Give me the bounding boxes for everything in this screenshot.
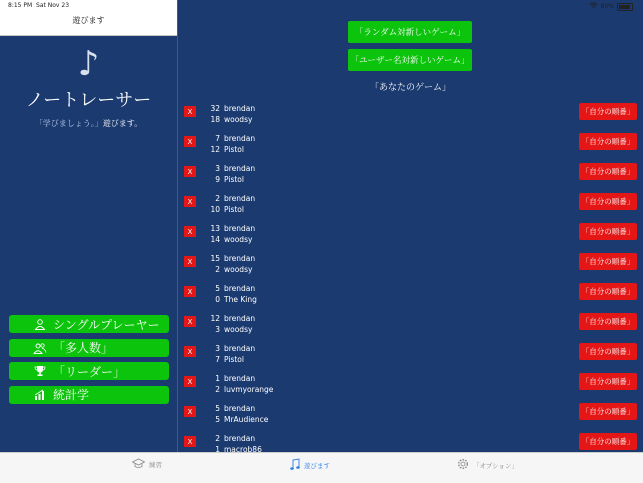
- player2-score: 2: [215, 385, 220, 394]
- player1-score: 12: [210, 314, 220, 323]
- player2-name: woodsy: [224, 235, 253, 244]
- game-row: [178, 283, 643, 313]
- player2-name: MrAudience: [224, 415, 269, 424]
- status-date: Sat Nov 23: [36, 2, 70, 9]
- player1-score: 5: [215, 284, 220, 293]
- main-panel: [178, 0, 643, 452]
- delete-game-button[interactable]: X: [184, 316, 196, 327]
- tab-options-label: 「オプション」: [473, 461, 518, 470]
- player1-score: 5: [215, 404, 220, 413]
- player2-score: 14: [210, 235, 220, 244]
- multiplayer-button[interactable]: [9, 339, 169, 357]
- your-turn-button[interactable]: 「自分の順番」: [579, 253, 637, 270]
- single-player-button[interactable]: [9, 315, 169, 333]
- player2-name: woodsy: [224, 115, 253, 124]
- app-subtitle: [0, 118, 177, 129]
- game-row: [178, 193, 643, 223]
- sidebar: [0, 0, 178, 452]
- tab-practice[interactable]: [132, 458, 162, 471]
- app-title: ノートレーサー: [25, 90, 152, 111]
- player1-name: brendan: [224, 104, 256, 113]
- delete-game-button[interactable]: X: [184, 106, 196, 117]
- game-row: [178, 433, 643, 452]
- player1-score: 1: [215, 374, 220, 383]
- delete-game-button[interactable]: X: [184, 376, 196, 387]
- player2-name: luvmyorange: [224, 385, 274, 394]
- player1-name: brendan: [224, 284, 256, 293]
- player1-name: brendan: [224, 224, 256, 233]
- music-note-icon: ♪: [77, 44, 100, 84]
- graduation-cap-icon: [132, 458, 145, 471]
- bar-chart-icon: [33, 388, 47, 402]
- player2-name: Pistol: [224, 355, 244, 364]
- subtitle-learn: 「学びましょう。」: [34, 119, 103, 128]
- player1-score: 2: [215, 434, 220, 443]
- wifi-icon: [589, 2, 598, 11]
- player1-name: brendan: [224, 374, 256, 383]
- player2-score: 2: [215, 265, 220, 274]
- player1-name: brendan: [224, 404, 256, 413]
- delete-game-button[interactable]: X: [184, 286, 196, 297]
- delete-game-button[interactable]: X: [184, 346, 196, 357]
- game-row: [178, 373, 643, 403]
- player1-score: 15: [210, 254, 220, 263]
- status-time-date: [8, 2, 69, 9]
- player1-score: 13: [210, 224, 220, 233]
- game-row: [178, 313, 643, 343]
- trophy-icon: [33, 364, 47, 378]
- player2-score: 18: [210, 115, 220, 124]
- statistics-button[interactable]: [9, 386, 169, 404]
- subtitle-play: 遊びます。: [102, 119, 143, 128]
- player1-score: 2: [215, 194, 220, 203]
- your-turn-button[interactable]: 「自分の順番」: [579, 223, 637, 240]
- delete-game-button[interactable]: X: [184, 406, 196, 417]
- leaderboard-button[interactable]: [9, 362, 169, 380]
- single-player-label: シングルプレーヤー: [53, 317, 160, 332]
- player1-name: brendan: [224, 194, 256, 203]
- your-turn-button[interactable]: 「自分の順番」: [579, 193, 637, 210]
- player2-name: woodsy: [224, 325, 253, 334]
- player2-score: 12: [210, 145, 220, 154]
- player1-name: brendan: [224, 314, 256, 323]
- game-row: [178, 103, 643, 133]
- player1-name: brendan: [224, 344, 256, 353]
- multiplayer-label: 「多人数」: [53, 341, 114, 355]
- player2-name: woodsy: [224, 265, 253, 274]
- status-right: [589, 2, 633, 11]
- player2-score: 5: [215, 415, 220, 424]
- player2-score: 7: [215, 355, 220, 364]
- player2-name: Pistol: [224, 205, 244, 214]
- status-bar: [0, 0, 643, 12]
- player1-name: brendan: [224, 254, 256, 263]
- player1-score: 7: [215, 134, 220, 143]
- delete-game-button[interactable]: X: [184, 136, 196, 147]
- tab-bar: [0, 452, 643, 483]
- player2-name: The King: [224, 295, 257, 304]
- leaderboard-label: 「リーダー」: [53, 364, 126, 379]
- battery-icon: [617, 3, 633, 11]
- username-new-game-button[interactable]: 「ユーザー名対新しいゲーム」: [348, 49, 472, 71]
- sidebar-title: 遊びます: [72, 16, 105, 25]
- player2-name: Pistol: [224, 175, 244, 184]
- player2-score: 3: [215, 325, 220, 334]
- gear-icon: [457, 458, 469, 472]
- status-time: 8:15 PM: [8, 2, 33, 9]
- music-note-tab-icon: [290, 458, 300, 473]
- player1-score: 3: [215, 164, 220, 173]
- player1-score: 3: [215, 344, 220, 353]
- your-turn-button[interactable]: 「自分の順番」: [579, 373, 637, 390]
- your-turn-button[interactable]: 「自分の順番」: [579, 103, 637, 120]
- player1-name: brendan: [224, 134, 256, 143]
- sidebar-menu: [9, 315, 169, 409]
- game-row: [178, 163, 643, 193]
- random-new-game-button[interactable]: 「ランダム対新しいゲーム」: [348, 21, 472, 43]
- your-turn-button[interactable]: 「自分の順番」: [579, 163, 637, 180]
- player2-score: 1: [215, 445, 220, 452]
- game-row: [178, 343, 643, 373]
- your-games-heading: 「あなたのゲーム」: [369, 83, 451, 93]
- player2-score: 10: [210, 205, 220, 214]
- delete-game-button[interactable]: X: [184, 226, 196, 237]
- game-row: [178, 403, 643, 433]
- your-turn-button[interactable]: 「自分の順番」: [579, 313, 637, 330]
- your-turn-button[interactable]: 「自分の順番」: [579, 283, 637, 300]
- player2-score: 9: [215, 175, 220, 184]
- player2-name: macrob86: [224, 445, 262, 452]
- your-turn-button[interactable]: 「自分の順番」: [579, 403, 637, 420]
- player1-name: brendan: [224, 164, 256, 173]
- battery-percent: 85%: [600, 3, 614, 10]
- tab-practice-label: 練習: [149, 461, 162, 469]
- player2-name: Pistol: [224, 145, 244, 154]
- game-row: [178, 133, 643, 163]
- tab-play[interactable]: [290, 458, 330, 473]
- player1-name: brendan: [224, 434, 256, 443]
- delete-game-button[interactable]: X: [184, 166, 196, 177]
- player1-score: 32: [210, 104, 220, 113]
- game-row: [178, 253, 643, 283]
- your-turn-button[interactable]: 「自分の順番」: [579, 133, 637, 150]
- player2-score: 0: [215, 295, 220, 304]
- statistics-label: 統計学: [53, 388, 90, 402]
- your-turn-button[interactable]: 「自分の順番」: [579, 343, 637, 360]
- delete-game-button[interactable]: X: [184, 436, 196, 447]
- delete-game-button[interactable]: X: [184, 256, 196, 267]
- person-icon: [33, 317, 47, 331]
- tab-options[interactable]: [457, 458, 518, 472]
- game-row: [178, 223, 643, 253]
- people-icon: [33, 341, 47, 355]
- tab-play-label: 遊びます: [304, 462, 330, 470]
- your-turn-button[interactable]: 「自分の順番」: [579, 433, 637, 450]
- delete-game-button[interactable]: X: [184, 196, 196, 207]
